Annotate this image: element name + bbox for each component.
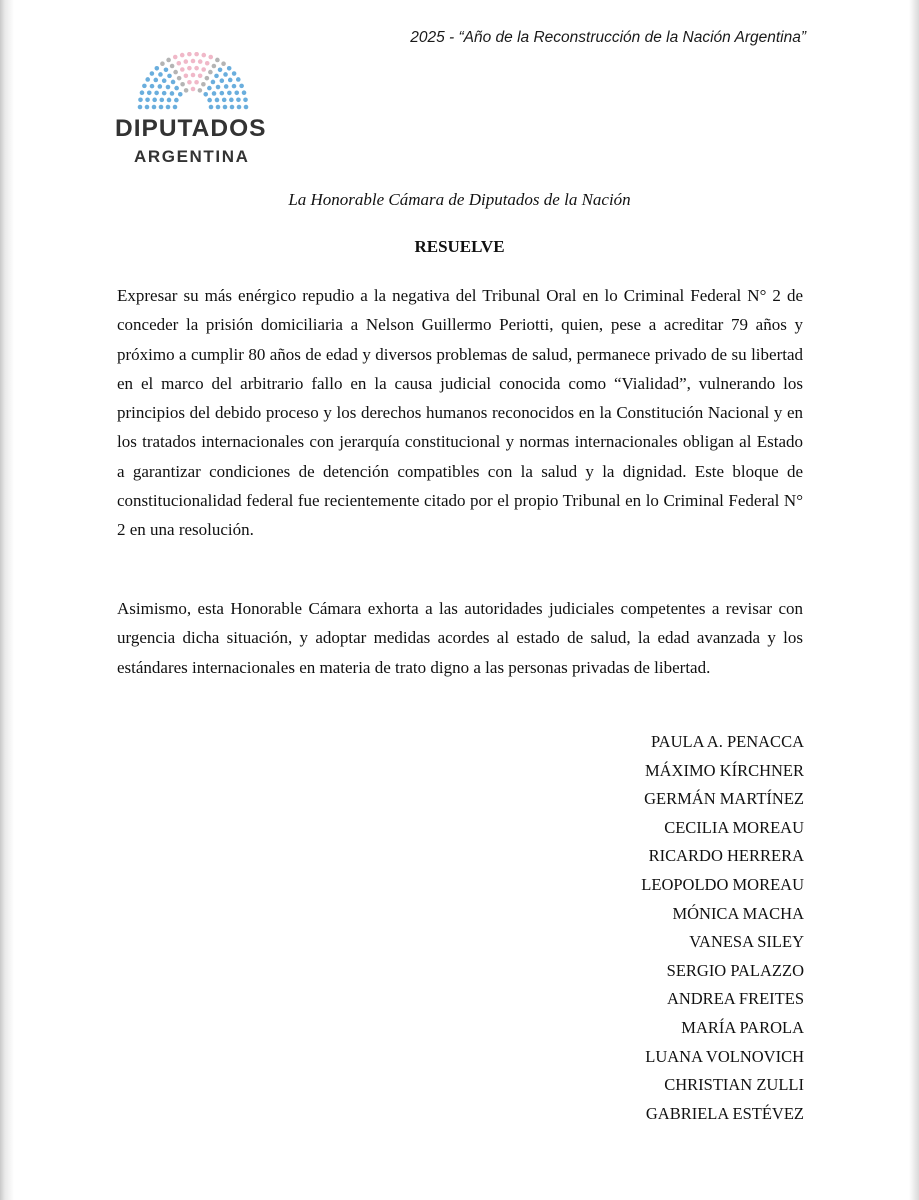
hemicycle-icon — [131, 52, 255, 110]
hemicycle-seat-dot — [244, 105, 249, 110]
hemicycle-seat-dot — [216, 85, 221, 90]
hemicycle-seat-dot — [215, 58, 220, 63]
hemicycle-seat-dot — [142, 84, 147, 89]
hemicycle-seat-dot — [212, 64, 217, 69]
logo-name: DIPUTADOS — [115, 115, 267, 142]
hemicycle-seat-dot — [180, 53, 185, 58]
hemicycle-seat-dot — [166, 85, 171, 90]
hemicycle-seat-dot — [155, 66, 160, 71]
hemicycle-seat-dot — [160, 98, 165, 103]
hemicycle-seat-dot — [198, 59, 203, 64]
signatory-name: CECILIA MOREAU — [664, 817, 804, 837]
hemicycle-seat-dot — [162, 78, 167, 83]
hemicycle-seat-dot — [222, 98, 227, 103]
hemicycle-seat-dot — [223, 105, 228, 110]
hemicycle-seat-dot — [220, 78, 225, 83]
hemicycle-seat-dot — [145, 77, 150, 82]
hemicycle-seat-dot — [138, 97, 143, 102]
hemicycle-seat-dot — [159, 105, 164, 110]
hemicycle-seat-dot — [227, 91, 232, 96]
hemicycle-seat-dot — [229, 98, 234, 103]
hemicycle-seat-dot — [166, 58, 171, 63]
hemicycle-seat-dot — [216, 105, 221, 110]
hemicycle-seat-dot — [184, 88, 189, 93]
hemicycle-seat-dot — [228, 78, 233, 83]
hemicycle-seat-dot — [177, 76, 182, 81]
hemicycle-seat-dot — [223, 72, 228, 77]
hemicycle-seat-dot — [198, 74, 203, 79]
hemicycle-seat-dot — [194, 66, 199, 71]
signatory-name: MARÍA PAROLA — [681, 1017, 804, 1037]
hemicycle-seat-dot — [145, 105, 150, 110]
hemicycle-seat-dot — [221, 61, 226, 66]
signatory-name: ANDREA FREITES — [666, 989, 804, 1009]
hemicycle-seat-dot — [184, 74, 189, 79]
hemicycle-seat-dot — [198, 88, 203, 93]
resolution-heading: RESUELVE — [414, 237, 505, 256]
hemicycle-seat-dot — [173, 55, 178, 60]
hemicycle-seat-dot — [230, 105, 235, 110]
hemicycle-seat-dot — [152, 105, 157, 110]
hemicycle-seat-dot — [167, 74, 172, 79]
hemicycle-seat-dot — [194, 52, 199, 56]
hemicycle-seat-dot — [214, 74, 219, 79]
diputados-logo — [113, 52, 278, 177]
hemicycle-seat-dot — [232, 84, 237, 89]
hemicycle-seat-dot — [154, 91, 159, 96]
hemicycle-seat-dot — [138, 105, 143, 110]
hemicycle-seat-dot — [153, 78, 158, 83]
hemicycle-seat-dot — [152, 98, 157, 103]
hemicycle-seat-dot — [145, 98, 150, 103]
hemicycle-seat-dot — [203, 92, 208, 97]
hemicycle-seat-dot — [201, 67, 206, 72]
hemicycle-seat-dot — [209, 105, 214, 110]
hemicycle-seat-dot — [220, 91, 225, 96]
signatory-name: CHRISTIAN ZULLI — [664, 1075, 804, 1095]
signatory-name: GERMÁN MARTÍNEZ — [644, 789, 804, 809]
hemicycle-seat-dot — [236, 77, 241, 82]
hemicycle-seat-dot — [242, 90, 247, 95]
resolution-paragraph: Expresar su más enérgico repudio a la negativa del Tribunal Oral en lo Criminal Federal N° 2 de conceder la prisión domiciliaria a Nelson Guillermo Periotti, quien, pese a acreditar 79 años y próximo a cumplir 80 años de edad y diversos problemas de salud, permanece privado de su libertad en el marco del arbitrario fallo en la causa judicial conocida como “Vialidad”, vulnerando los principios del debido proceso y los derechos humanos reconocidos en la Constitución Nacional y en los tratados internacionales con jerarquía constitucional y normas internacionales obligan al Estado a garantizar condiciones de detención compatibles con la salud y la dignidad. Este bloque de constitucionalidad federal fue recientemente citado por el propio Tribunal en lo Criminal Federal N° 2 en una resolución. — [117, 286, 803, 540]
resolution-paragraph: Asimismo, esta Honorable Cámara exhorta a las autoridades judiciales competentes a revisar con urgencia dicha situación, y adoptar medidas acordes al estado de salud, la edad avanzada y los estándares internacionales en materia de trato digno a las personas privadas de libertad. — [117, 599, 803, 677]
signatory-name: VANESA SILEY — [689, 932, 804, 952]
hemicycle-seat-dot — [201, 82, 206, 87]
hemicycle-seat-dot — [194, 80, 199, 85]
hemicycle-seat-dot — [227, 66, 232, 71]
hemicycle-seat-dot — [180, 82, 185, 87]
hemicycle-seat-dot — [150, 71, 155, 76]
year-motto: 2025 - “Año de la Reconstrucción de la Nación Argentina” — [410, 29, 806, 46]
hemicycle-seat-dot — [184, 59, 189, 64]
hemicycle-seat-dot — [158, 72, 163, 77]
hemicycle-seat-dot — [170, 91, 175, 96]
hemicycle-seat-dot — [207, 86, 212, 91]
hemicycle-seat-dot — [191, 59, 196, 64]
hemicycle-seat-dot — [174, 98, 179, 103]
hemicycle-seat-dot — [164, 67, 169, 72]
hemicycle-seat-dot — [180, 67, 185, 72]
hemicycle-seat-dot — [191, 73, 196, 78]
signatory-name: GABRIELA ESTÉVEZ — [645, 1103, 804, 1123]
page-edge-shadow — [0, 0, 14, 1200]
hemicycle-seat-dot — [167, 98, 172, 103]
signatory-name: SERGIO PALAZZO — [666, 960, 804, 980]
hemicycle-seat-dot — [162, 91, 167, 96]
hemicycle-seat-dot — [171, 80, 176, 85]
page-edge-shadow — [909, 0, 919, 1200]
hemicycle-seat-dot — [234, 90, 239, 95]
hemicycle-seat-dot — [201, 53, 206, 58]
hemicycle-seat-dot — [147, 90, 152, 95]
signatory-list — [504, 728, 804, 1128]
hemicycle-seat-dot — [243, 97, 248, 102]
hemicycle-seat-dot — [232, 71, 237, 76]
signatory-name: PAULA A. PENACCA — [651, 732, 804, 751]
hemicycle-seat-dot — [160, 61, 165, 66]
hemicycle-seat-dot — [191, 87, 196, 92]
hemicycle-seat-dot — [187, 66, 192, 71]
hemicycle-seat-dot — [215, 98, 220, 103]
hemicycle-seat-dot — [173, 70, 178, 75]
chamber-line: La Honorable Cámara de Diputados de la Nación — [288, 190, 631, 209]
hemicycle-seat-dot — [207, 98, 212, 103]
signatory-name: LEOPOLDO MOREAU — [641, 874, 804, 894]
hemicycle-seat-dot — [173, 105, 178, 110]
hemicycle-seat-dot — [158, 84, 163, 89]
hemicycle-seat-dot — [212, 91, 217, 96]
hemicycle-seat-dot — [150, 84, 155, 89]
signatory-name: RICARDO HERRERA — [648, 846, 804, 866]
signatory-name: LUANA VOLNOVICH — [645, 1046, 804, 1066]
signatory-name: MÁXIMO KÍRCHNER — [644, 760, 804, 780]
hemicycle-seat-dot — [176, 61, 181, 66]
hemicycle-seat-dot — [174, 86, 179, 91]
hemicycle-seat-dot — [224, 84, 229, 89]
hemicycle-seat-dot — [208, 55, 213, 60]
signatory-name: MÓNICA MACHA — [672, 903, 804, 923]
hemicycle-seat-dot — [237, 105, 242, 110]
hemicycle-seat-dot — [187, 80, 192, 85]
hemicycle-seat-dot — [208, 70, 213, 75]
hemicycle-seat-dot — [170, 64, 175, 69]
hemicycle-seat-dot — [211, 80, 216, 85]
hemicycle-seat-dot — [178, 92, 183, 97]
hemicycle-seat-dot — [205, 76, 210, 81]
hemicycle-seat-dot — [140, 90, 145, 95]
hemicycle-seat-dot — [166, 105, 171, 110]
logo-country: ARGENTINA — [134, 147, 250, 166]
hemicycle-seat-dot — [205, 61, 210, 66]
hemicycle-seat-dot — [218, 67, 223, 72]
hemicycle-seat-dot — [239, 84, 244, 89]
hemicycle-seat-dot — [236, 98, 241, 103]
hemicycle-seat-dot — [187, 52, 192, 56]
